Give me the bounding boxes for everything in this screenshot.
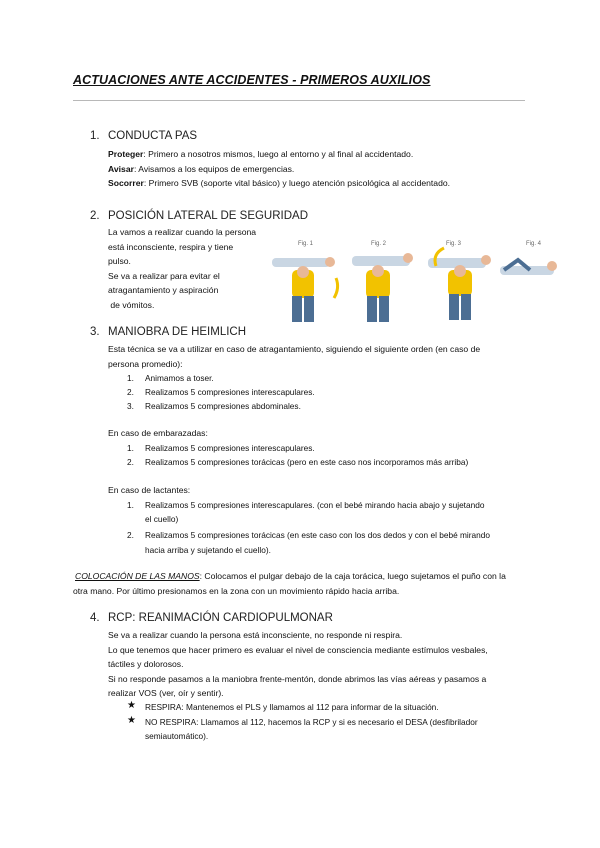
pas-list [108, 147, 450, 191]
text-line: Si no responde pasamos a la maniobra frente-mentón, donde abrimos las vías aéreas y pasamos a [108, 673, 487, 684]
list-item [127, 715, 478, 743]
pas-text: : Primero a nosotros mismos, luego al entorno y al final al accidentado. [143, 149, 414, 159]
text-line: Se va a realizar cuando la persona está inconsciente, no responde ni respira. [108, 630, 403, 640]
text-line: Se va a realizar para evitar el [108, 270, 220, 281]
text-line: pulso. [108, 256, 131, 267]
figure-4 [500, 260, 557, 275]
list-number: 2. [127, 387, 134, 398]
pas-label: Socorrer [108, 178, 144, 189]
pas-text: : Primero SVB (soporte vital básico) y luego atención psicológica al accidentado. [143, 178, 451, 189]
list-item [127, 441, 468, 455]
list-text: Realizamos 5 compresiones torácicas (pero en este caso nos incorporamos más arriba) [145, 457, 469, 468]
embarazadas-label: En caso de embarazadas: [108, 428, 208, 438]
manos-text: : Colocamos el pulgar debajo de la caja torácica, luego sujetamos el puño con la [199, 571, 506, 581]
section-number: 1. [90, 130, 100, 142]
lactantes-label: En caso de lactantes: [108, 485, 191, 495]
pls-text [108, 225, 256, 313]
pas-item [108, 162, 450, 177]
pas-item [108, 147, 450, 162]
section-heading-1 [90, 130, 197, 142]
manos-label: COLOCACIÓN DE LAS MANOS [75, 571, 200, 581]
section-heading-4 [90, 612, 333, 624]
pas-item [108, 176, 450, 191]
section-title: POSICIÓN LATERAL DE SEGURIDAD [108, 210, 309, 222]
list-item [127, 385, 315, 399]
fig-label: Fig. 3 [446, 241, 462, 247]
list-text: RESPIRA: Mantenemos el PLS y llamamos al 112 para informar de la situación. [145, 702, 439, 712]
list-number: 2. [127, 457, 134, 468]
section-number: 4. [90, 612, 100, 624]
pas-text: : Avisamos a los equipos de emergencias. [133, 163, 295, 174]
text-line: La vamos a realizar cuando la persona [108, 227, 257, 237]
section-number: 2. [90, 210, 100, 222]
fig-label: Fig. 2 [371, 241, 387, 247]
title-divider [73, 100, 525, 101]
text-line: realizar VOS (ver, oír y sentir). [108, 688, 224, 699]
star-icon: ★ [127, 700, 136, 711]
text-line: Esta técnica se va a utilizar en caso de atragantamiento, siguiendo el siguiente orden (en caso de [108, 344, 481, 354]
list-number: 2. [127, 530, 134, 541]
fig-label: Fig. 4 [526, 241, 542, 247]
text-line: táctiles y dolorosos. [108, 659, 184, 670]
list-text: Realizamos 5 compresiones interescapulares. [145, 387, 315, 398]
list-number: 1. [127, 373, 134, 383]
embarazadas-list [127, 441, 468, 469]
list-text: el cuello) [145, 514, 179, 525]
figure-1 [272, 257, 338, 322]
text-line: está inconsciente, respira y tiene [108, 241, 234, 252]
heimlich-list [127, 371, 315, 414]
list-text: Realizamos 5 compresiones interescapulares. [145, 443, 315, 453]
fig-label: Fig. 1 [298, 241, 314, 247]
lactantes-list [127, 498, 490, 557]
list-item [127, 498, 490, 526]
list-text: Animamos a toser. [145, 373, 214, 383]
list-text: semiautomático). [145, 731, 209, 742]
section-title: RCP: REANIMACIÓN CARDIOPULMONAR [108, 612, 333, 624]
section-heading-2 [90, 210, 308, 222]
heimlich-intro [108, 342, 480, 371]
list-text: Realizamos 5 compresiones abdominales. [145, 401, 301, 412]
manos-paragraph [73, 569, 506, 598]
rcp-bullets [127, 700, 478, 744]
list-text: Realizamos 5 compresiones interescapulares. (con el bebé mirando hacia abajo y sujetando [145, 500, 485, 510]
rcp-text [108, 628, 488, 701]
list-item [127, 371, 315, 385]
list-number: 1. [127, 443, 134, 453]
list-item [127, 455, 468, 469]
document-title: ACTUACIONES ANTE ACCIDENTES - PRIMEROS AUXILIOS [73, 73, 431, 87]
text-line: de vómitos. [108, 299, 155, 310]
figure-3 [428, 248, 491, 320]
pas-label: Proteger [108, 149, 144, 159]
section-title: CONDUCTA PAS [108, 130, 198, 142]
figure-2 [352, 253, 413, 322]
list-item [127, 399, 315, 413]
section-heading-3 [90, 326, 246, 338]
section-number: 3. [90, 326, 100, 338]
list-text: NO RESPIRA: Llamamos al 112, hacemos la RCP y si es necesario el DESA (desfibrilador [145, 717, 478, 728]
pls-illustration [268, 236, 560, 326]
pas-label: Avisar [108, 163, 134, 174]
list-text: Realizamos 5 compresiones torácicas (en este caso con los dos dedos y con el bebé mirando [145, 530, 490, 541]
list-text: hacia arriba y sujetando el cuello). [145, 544, 271, 555]
text-line: Lo que tenemos que hacer primero es evaluar el nivel de consciencia mediante estímulos vesbales, [108, 644, 488, 655]
text-line: atragantamiento y aspiración [108, 285, 219, 296]
section-title: MANIOBRA DE HEIMLICH [108, 326, 247, 338]
text-line: persona promedio): [108, 358, 183, 369]
list-number: 1. [127, 500, 134, 510]
list-number: 3. [127, 401, 134, 412]
list-item [127, 528, 490, 556]
list-item [127, 700, 478, 714]
star-icon: ★ [127, 715, 136, 727]
manos-text: otra mano. Por último presionamos en la zona con un movimiento rápido hacia arriba. [73, 585, 400, 596]
